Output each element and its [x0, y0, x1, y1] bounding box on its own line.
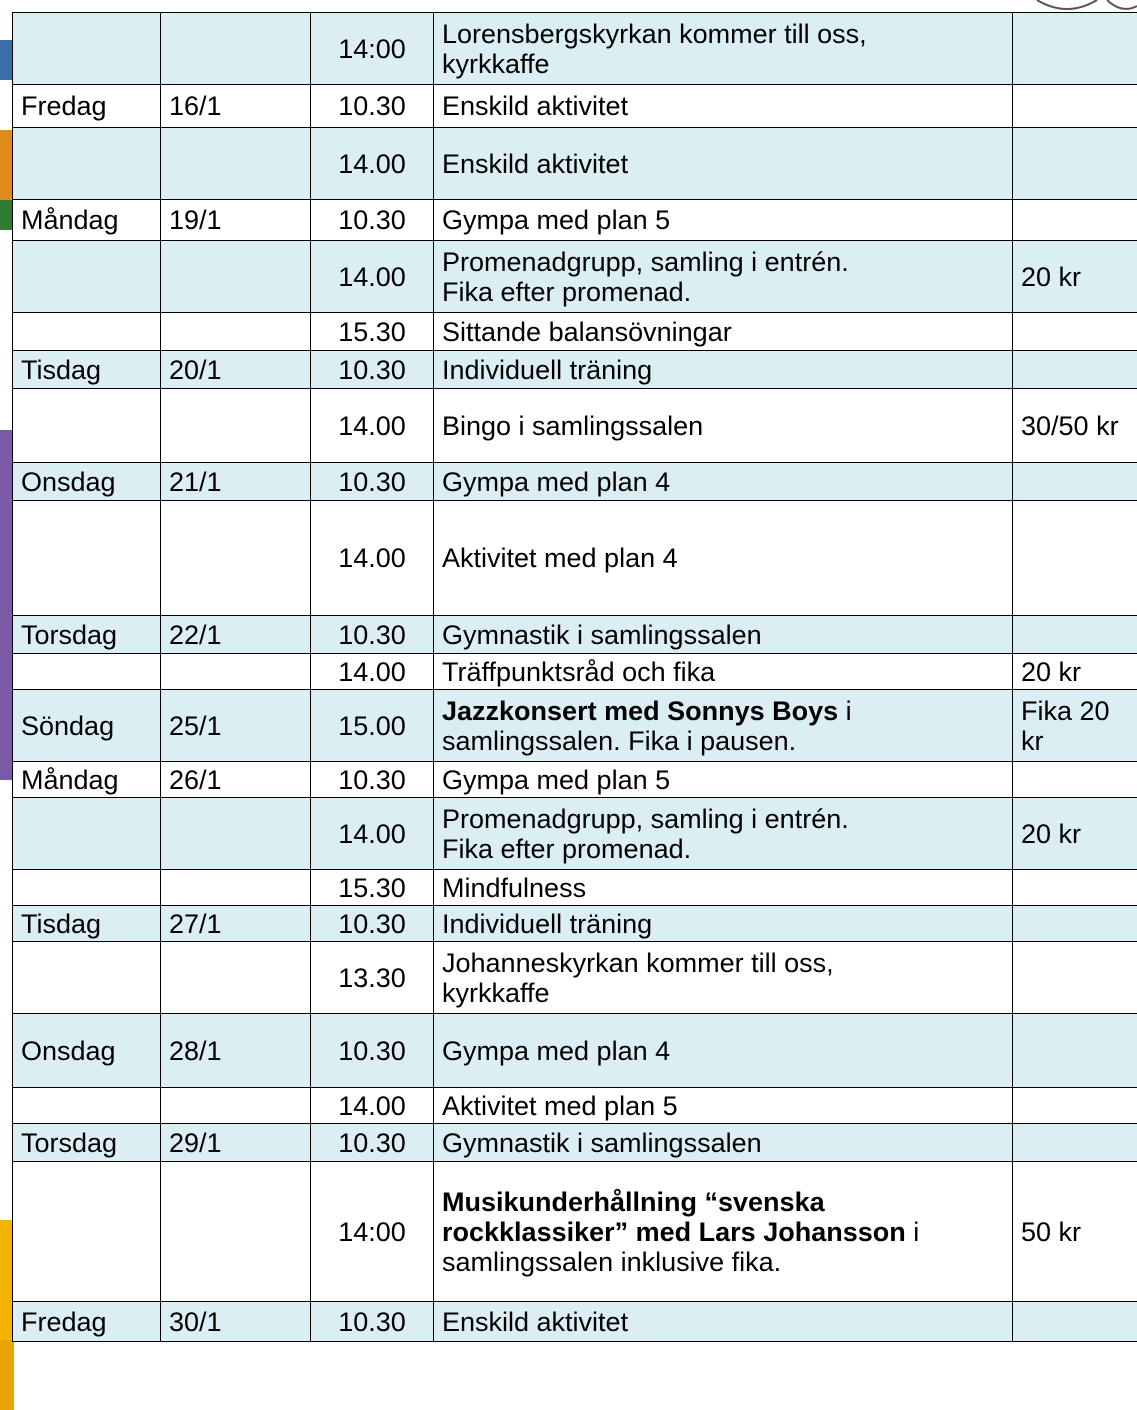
date-cell: 20/1 — [161, 351, 311, 389]
activity-line: Gymnastik i samlingssalen — [442, 1127, 762, 1158]
schedule-row — [13, 690, 1137, 762]
price-cell: 20 kr — [1013, 241, 1137, 313]
price-cell — [1013, 870, 1137, 906]
activity-cell — [434, 654, 1013, 690]
price-cell — [1013, 463, 1137, 501]
date-cell: 28/1 — [161, 1014, 311, 1088]
time-cell: 15.00 — [311, 690, 434, 762]
day-cell: Måndag — [13, 200, 161, 241]
activity-cell — [434, 1162, 1013, 1302]
price-cell: 20 kr — [1013, 798, 1137, 870]
activity-cell — [434, 1124, 1013, 1162]
date-cell — [161, 1088, 311, 1124]
activity-line: Individuell träning — [442, 908, 653, 939]
activity-cell — [434, 690, 1013, 762]
activity-line: Gympa med plan 4 — [442, 466, 671, 497]
activity-cell — [434, 1088, 1013, 1124]
day-cell: Tisdag — [13, 906, 161, 942]
date-cell: 30/1 — [161, 1302, 311, 1342]
price-cell — [1013, 762, 1137, 798]
activity-schedule-table — [12, 12, 1137, 1342]
activity-line: Fika efter promenad. — [442, 276, 692, 307]
day-cell: Söndag — [13, 690, 161, 762]
day-cell — [13, 798, 161, 870]
activity-cell — [434, 85, 1013, 128]
date-cell: 26/1 — [161, 762, 311, 798]
activity-line: Promenadgrupp, samling i entrén. — [442, 803, 849, 834]
date-cell — [161, 501, 311, 616]
time-cell: 10.30 — [311, 85, 434, 128]
date-cell: 27/1 — [161, 906, 311, 942]
date-cell — [161, 798, 311, 870]
price-cell — [1013, 85, 1137, 128]
activity-line: Enskild aktivitet — [442, 148, 629, 179]
activity-line: Gympa med plan 5 — [442, 205, 671, 235]
day-cell: Torsdag — [13, 1124, 161, 1162]
date-cell: 22/1 — [161, 616, 311, 654]
date-cell — [161, 128, 311, 200]
date-cell: 29/1 — [161, 1124, 311, 1162]
activity-text: i samlingssalen inklusive fika. — [442, 1216, 920, 1277]
activity-text: i samlingssalen. Fika i pausen. — [442, 695, 852, 756]
activity-line: Johanneskyrkan kommer till oss, — [442, 947, 834, 978]
time-cell: 14.00 — [311, 501, 434, 616]
activity-cell — [434, 906, 1013, 942]
day-cell — [13, 313, 161, 351]
activity-cell — [434, 616, 1013, 654]
activity-cell — [434, 1014, 1013, 1088]
time-cell: 14:00 — [311, 13, 434, 85]
schedule-row — [13, 241, 1137, 313]
schedule-row — [13, 128, 1137, 200]
day-cell: Torsdag — [13, 616, 161, 654]
activity-line: Träffpunktsråd och fika — [442, 656, 716, 687]
price-cell: 30/50 kr — [1013, 389, 1137, 463]
time-cell: 10.30 — [311, 1014, 434, 1088]
schedule-row — [13, 1124, 1137, 1162]
schedule-row — [13, 13, 1137, 85]
activity-line: Gymnastik i samlingssalen — [442, 619, 762, 650]
time-cell: 14:00 — [311, 1162, 434, 1302]
activity-line: Individuell träning — [442, 354, 653, 385]
activity-cell — [434, 241, 1013, 313]
activity-line: Aktivitet med plan 4 — [442, 543, 678, 573]
price-cell — [1013, 1124, 1137, 1162]
day-cell: Fredag — [13, 85, 161, 128]
day-cell: Onsdag — [13, 463, 161, 501]
day-cell — [13, 1162, 161, 1302]
activity-cell — [434, 798, 1013, 870]
day-cell: Onsdag — [13, 1014, 161, 1088]
price-cell: Fika 20 kr — [1013, 690, 1137, 762]
date-cell: 19/1 — [161, 200, 311, 241]
time-cell: 10.30 — [311, 1124, 434, 1162]
day-cell — [13, 1088, 161, 1124]
price-cell — [1013, 13, 1137, 85]
date-cell: 25/1 — [161, 690, 311, 762]
day-cell — [13, 13, 161, 85]
activity-cell — [434, 1302, 1013, 1342]
day-cell — [13, 128, 161, 200]
schedule-row — [13, 1088, 1137, 1124]
day-cell: Fredag — [13, 1302, 161, 1342]
date-cell — [161, 654, 311, 690]
price-cell: 50 kr — [1013, 1162, 1137, 1302]
activity-cell — [434, 313, 1013, 351]
schedule-row — [13, 463, 1137, 501]
activity-line: kyrkkaffe — [442, 48, 550, 79]
time-cell: 10.30 — [311, 1302, 434, 1342]
day-cell — [13, 241, 161, 313]
price-cell — [1013, 128, 1137, 200]
time-cell: 14.00 — [311, 654, 434, 690]
schedule-row — [13, 1162, 1137, 1302]
price-cell — [1013, 942, 1137, 1014]
day-cell: Måndag — [13, 762, 161, 798]
time-cell: 14.00 — [311, 128, 434, 200]
activity-highlight: Jazzkonsert med Sonnys Boys — [442, 695, 839, 726]
activity-line: Fika efter promenad. — [442, 833, 692, 864]
activity-cell — [434, 942, 1013, 1014]
day-cell: Tisdag — [13, 351, 161, 389]
activity-line: Gympa med plan 4 — [442, 1035, 671, 1066]
day-cell — [13, 654, 161, 690]
activity-cell — [434, 463, 1013, 501]
date-cell: 21/1 — [161, 463, 311, 501]
schedule-body — [13, 13, 1137, 1342]
activity-cell — [434, 351, 1013, 389]
time-cell: 15.30 — [311, 313, 434, 351]
activity-highlight: Musikunderhållning “svenska rockklassiker” med Lars Johansson — [442, 1186, 906, 1247]
day-cell — [13, 389, 161, 463]
schedule-row — [13, 200, 1137, 241]
activity-line: kyrkkaffe — [442, 977, 550, 1008]
price-cell — [1013, 1302, 1137, 1342]
price-cell: 20 kr — [1013, 654, 1137, 690]
time-cell: 14.00 — [311, 798, 434, 870]
time-cell: 13.30 — [311, 942, 434, 1014]
time-cell: 10.30 — [311, 762, 434, 798]
day-cell — [13, 870, 161, 906]
activity-cell — [434, 13, 1013, 85]
activity-line: Bingo i samlingssalen — [442, 410, 704, 441]
time-cell: 14.00 — [311, 389, 434, 463]
activity-line: Enskild aktivitet — [442, 1306, 629, 1337]
activity-line: Lorensbergskyrkan kommer till oss, — [442, 18, 867, 49]
day-cell — [13, 501, 161, 616]
price-cell — [1013, 313, 1137, 351]
price-cell — [1013, 1088, 1137, 1124]
date-cell — [161, 389, 311, 463]
schedule-row — [13, 1014, 1137, 1088]
activity-line: Promenadgrupp, samling i entrén. — [442, 246, 849, 277]
date-cell — [161, 942, 311, 1014]
time-cell: 10.30 — [311, 200, 434, 241]
schedule-row — [13, 906, 1137, 942]
schedule-row — [13, 798, 1137, 870]
activity-line: Aktivitet med plan 5 — [442, 1090, 678, 1121]
price-cell — [1013, 501, 1137, 616]
schedule-row — [13, 870, 1137, 906]
time-cell: 10.30 — [311, 616, 434, 654]
date-cell: 16/1 — [161, 85, 311, 128]
price-cell — [1013, 351, 1137, 389]
schedule-row — [13, 1302, 1137, 1342]
activity-line: Gympa med plan 5 — [442, 764, 671, 795]
activity-cell — [434, 762, 1013, 798]
time-cell: 14.00 — [311, 1088, 434, 1124]
price-cell — [1013, 616, 1137, 654]
schedule-row — [13, 942, 1137, 1014]
time-cell: 14.00 — [311, 241, 434, 313]
activity-cell — [434, 389, 1013, 463]
schedule-row — [13, 313, 1137, 351]
time-cell: 10.30 — [311, 906, 434, 942]
schedule-row — [13, 616, 1137, 654]
time-cell: 10.30 — [311, 463, 434, 501]
price-cell — [1013, 906, 1137, 942]
activity-line: Enskild aktivitet — [442, 91, 629, 121]
schedule-row — [13, 762, 1137, 798]
time-cell: 15.30 — [311, 870, 434, 906]
date-cell — [161, 313, 311, 351]
date-cell — [161, 1162, 311, 1302]
activity-line: Sittande balansövningar — [442, 316, 732, 347]
price-cell — [1013, 200, 1137, 241]
activity-line: Mindfulness — [442, 872, 587, 903]
date-cell — [161, 241, 311, 313]
schedule-row — [13, 654, 1137, 690]
activity-cell — [434, 501, 1013, 616]
activity-cell — [434, 128, 1013, 200]
schedule-row — [13, 85, 1137, 128]
date-cell — [161, 13, 311, 85]
schedule-row — [13, 351, 1137, 389]
day-cell — [13, 942, 161, 1014]
activity-cell — [434, 870, 1013, 906]
schedule-row — [13, 389, 1137, 463]
time-cell: 10.30 — [311, 351, 434, 389]
activity-cell — [434, 200, 1013, 241]
schedule-row — [13, 501, 1137, 616]
price-cell — [1013, 1014, 1137, 1088]
date-cell — [161, 870, 311, 906]
